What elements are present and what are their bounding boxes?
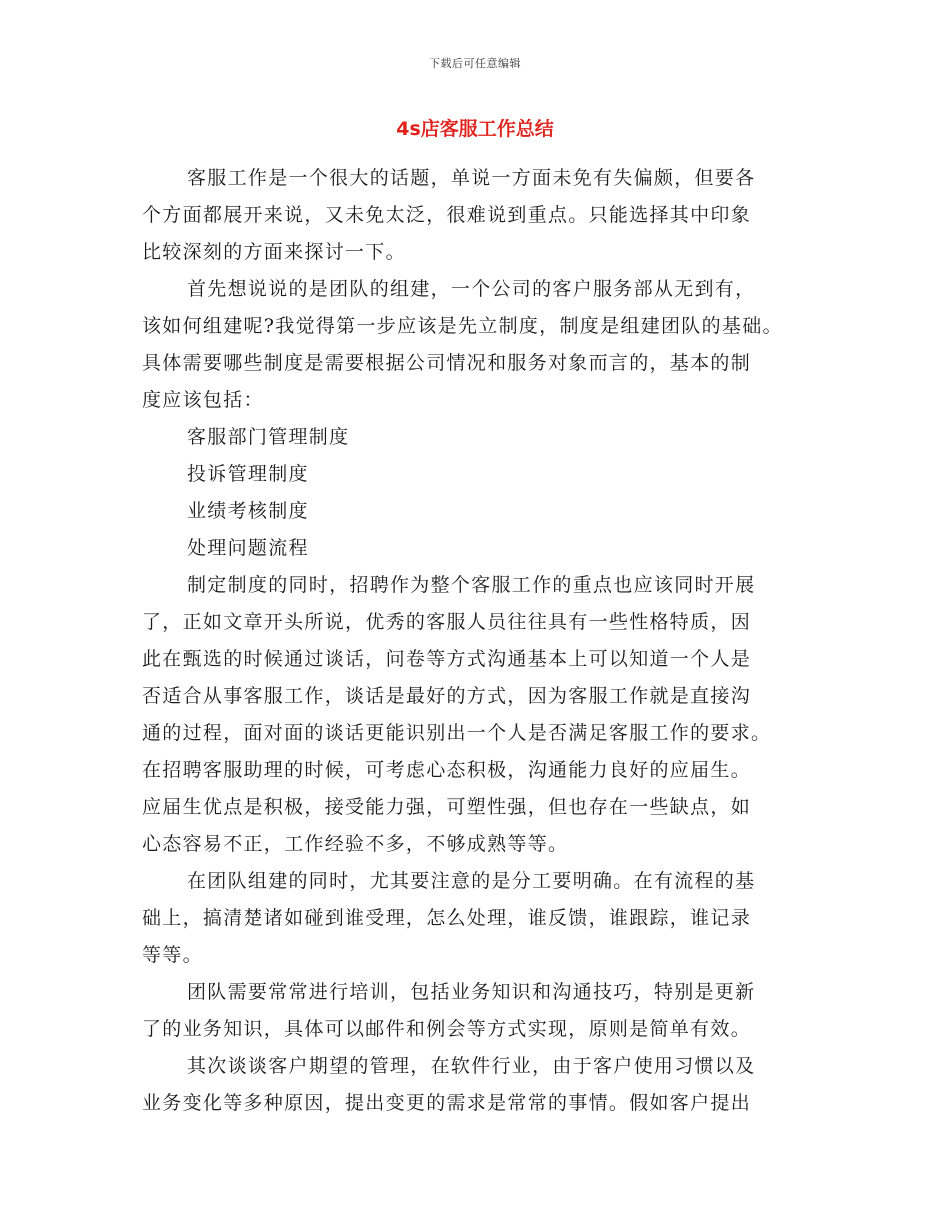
text-line: 通的过程，面对面的谈话更能识别出一个人是否满足客服工作的要求。 bbox=[142, 722, 772, 744]
text-line: 比较深刻的方面来探讨一下。 bbox=[142, 241, 406, 263]
text-line: 度应该包括： bbox=[142, 389, 264, 411]
text-line: 个方面都展开来说，又未免太泛，很难说到重点。只能选择其中印象 bbox=[142, 204, 752, 226]
text-line: 首先想说说的是团队的组建，一个公司的客户服务部从无到有， bbox=[187, 278, 756, 300]
text-line: 该如何组建呢?我觉得第一步应该是先立制度，制度是组建团队的基础。 bbox=[142, 315, 783, 337]
text-line: 础上，搞清楚诸如碰到谁受理，怎么处理，谁反馈，谁跟踪，谁记录 bbox=[142, 907, 752, 929]
text-line: 此在甄选的时候通过谈话，问卷等方式沟通基本上可以知道一个人是 bbox=[142, 648, 752, 670]
text-line: 等等。 bbox=[142, 944, 203, 966]
list-item: 投诉管理制度 bbox=[187, 463, 309, 485]
list-item: 客服部门管理制度 bbox=[187, 426, 350, 448]
header-note: 下载后可任意编辑 bbox=[429, 57, 521, 70]
document-title: 4s店客服工作总结 bbox=[396, 118, 554, 140]
text-line: 应届生优点是积极，接受能力强，可塑性强，但也存在一些缺点，如 bbox=[142, 796, 752, 818]
list-item: 处理问题流程 bbox=[187, 537, 309, 559]
list-item: 业绩考核制度 bbox=[187, 500, 309, 522]
text-line: 了的业务知识，具体可以邮件和例会等方式实现，原则是简单有效。 bbox=[142, 1018, 752, 1040]
text-line: 业务变化等多种原因，提出变更的需求是常常的事情。假如客户提出 bbox=[142, 1092, 752, 1114]
text-line: 在招聘客服助理的时候，可考虑心态积极，沟通能力良好的应届生。 bbox=[142, 759, 752, 781]
text-line: 客服工作是一个很大的话题，单说一方面未免有失偏颇，但要各 bbox=[187, 167, 756, 189]
text-line: 了，正如文章开头所说，优秀的客服人员往往具有一些性格特质，因 bbox=[142, 611, 752, 633]
text-line: 团队需要常常进行培训，包括业务知识和沟通技巧，特别是更新 bbox=[187, 981, 756, 1003]
text-line: 具体需要哪些制度是需要根据公司情况和服务对象而言的，基本的制 bbox=[142, 352, 752, 374]
text-line: 否适合从事客服工作，谈话是最好的方式，因为客服工作就是直接沟 bbox=[142, 685, 752, 707]
text-line: 心态容易不正，工作经验不多，不够成熟等等。 bbox=[142, 833, 569, 855]
document-body bbox=[142, 160, 822, 1122]
text-line: 在团队组建的同时，尤其要注意的是分工要明确。在有流程的基 bbox=[187, 870, 756, 892]
text-line: 制定制度的同时，招聘作为整个客服工作的重点也应该同时开展 bbox=[187, 574, 756, 596]
text-line: 其次谈谈客户期望的管理，在软件行业，由于客户使用习惯以及 bbox=[187, 1055, 756, 1077]
